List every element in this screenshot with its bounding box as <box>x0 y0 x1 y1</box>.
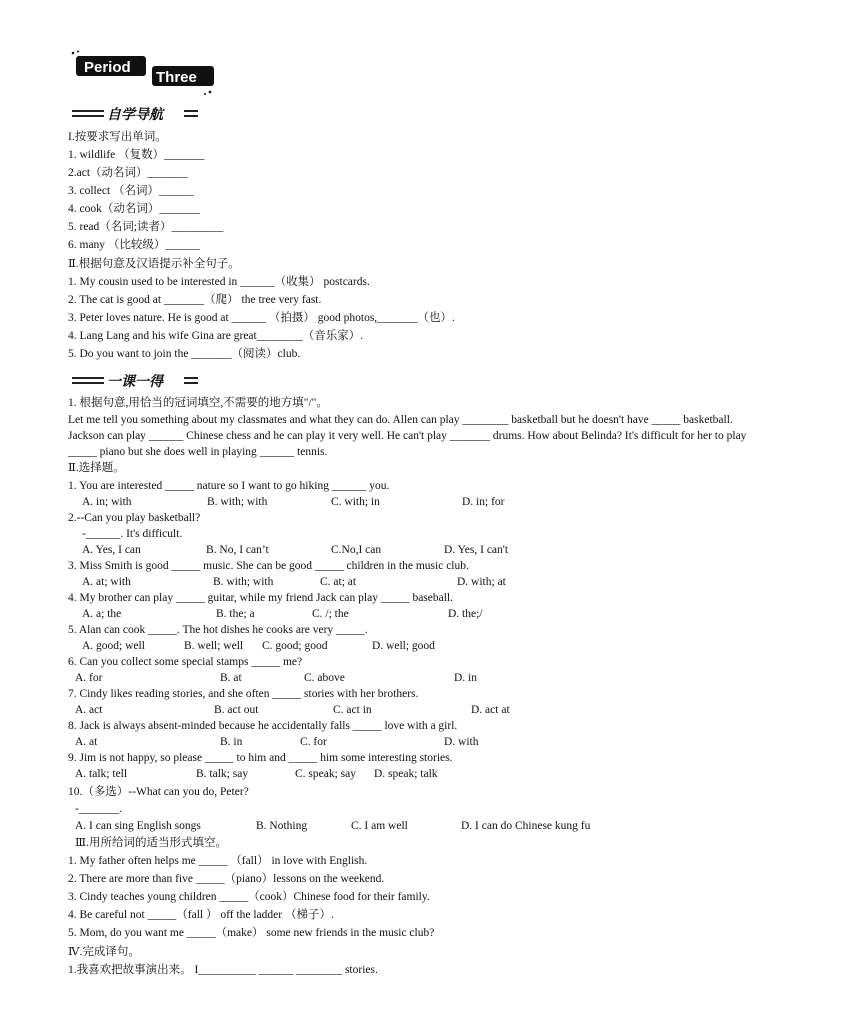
question: 10.（多选）--What can you do, Peter? <box>68 786 249 798</box>
option: D. Yes, I can't <box>444 544 509 556</box>
banner-lesson-text: 一课一得 <box>107 375 163 390</box>
option: D. in; for <box>462 496 505 508</box>
option: D. well; good <box>372 640 435 652</box>
section4-title: Ⅱ.选择题。 <box>68 462 125 474</box>
option: B. Nothing <box>256 820 308 832</box>
option: B. with; with <box>213 576 274 588</box>
list-item: 4. Be careful not _____（fall ） off the ladder （梯子）. <box>68 909 334 921</box>
list-item: 6. many （比较级）______ <box>68 239 200 251</box>
option: D. speak; talk <box>374 768 438 780</box>
option: D. act at <box>471 704 510 716</box>
question: 2.--Can you play basketball? <box>68 512 201 524</box>
section2-title: Ⅱ.根据句意及汉语提示补全句子。 <box>68 258 240 270</box>
option: B. No, I can’t <box>206 544 269 556</box>
option: A. at; with <box>82 576 131 588</box>
option: C. above <box>304 672 345 684</box>
option: B. well; well <box>184 640 244 652</box>
question: 5. Alan can cook _____. The hot dishes he cooks are very _____. <box>68 624 368 636</box>
logo-word1: Period <box>84 59 131 76</box>
list-item: 4. cook（动名词）_______ <box>68 203 200 215</box>
option: D. in <box>454 672 477 684</box>
list-item: 5. read（名词;读者）_________ <box>68 221 224 233</box>
list-item: 4. Lang Lang and his wife Gina are great________（音乐家）. <box>68 330 364 342</box>
question: 3. Miss Smith is good _____ music. She can be good _____ children in the music club. <box>68 560 469 572</box>
question: 9. Jim is not happy, so please _____ to him and _____ him some interesting stories. <box>68 752 453 764</box>
list-item: 2.act（动名词）_______ <box>68 167 188 179</box>
list-item: 5. Do you want to join the _______（阅读）club. <box>68 348 301 360</box>
option: B. talk; say <box>196 768 249 780</box>
option: B. at <box>220 672 242 684</box>
list-item: 1. wildlife （复数）_______ <box>68 149 205 161</box>
list-item: 1. My father often helps me _____ （fall） in love with English. <box>68 855 368 867</box>
section1-title: I.按要求写出单词。 <box>68 131 167 143</box>
section6-title: Ⅳ.完成译句。 <box>68 946 140 958</box>
option: A. good; well <box>82 640 145 652</box>
option: C.No,I can <box>331 544 382 556</box>
option: C. speak; say <box>295 768 357 780</box>
option: C. at; at <box>320 576 357 588</box>
option: D. I can do Chinese kung fu <box>461 820 591 832</box>
period-three-logo <box>70 50 220 100</box>
list-item: 3. collect （名词）______ <box>68 185 194 197</box>
option: B. the; a <box>216 608 255 620</box>
question: 8. Jack is always absent-minded because he accidentally falls _____ love with a girl. <box>68 720 458 732</box>
list-item: 3. Cindy teaches young children _____（cook）Chinese food for their family. <box>68 891 430 903</box>
option: C. for <box>300 736 327 748</box>
option: D. with; at <box>457 576 506 588</box>
question-line: -______. It's difficult. <box>82 528 183 540</box>
option: A. talk; tell <box>75 768 128 780</box>
banner-self-study-text: 自学导航 <box>107 108 163 123</box>
list-item: 1.我喜欢把故事演出来。 I__________ ______ ________ stories. <box>68 964 378 976</box>
list-item: 2. There are more than five _____（piano）lessons on the weekend. <box>68 873 385 885</box>
option: A. I can sing English songs <box>75 820 201 832</box>
option: A. a; the <box>82 608 122 620</box>
option: D. with <box>444 736 479 748</box>
option: A. act <box>75 704 103 716</box>
option: A. for <box>75 672 103 684</box>
question-line: -_______. <box>75 803 122 815</box>
cloze-paragraph: Let me tell you something about my classmates and what they can do. Allen can play ________ basketball but he doesn't have _____ basketball. Jackson can play ______ Chinese chess and he can play it very well. He can't play _______ drums. How about Belinda? It's difficult for her to play _____ piano but she does well in playing ______ tennis. <box>68 414 747 458</box>
option: B. act out <box>214 704 259 716</box>
option: A. at <box>75 736 98 748</box>
option: D. the;/ <box>448 608 483 620</box>
option: C. act in <box>333 704 372 716</box>
option: C. /; the <box>312 608 349 620</box>
question: 1. You are interested _____ nature so I want to go hiking ______ you. <box>68 480 390 492</box>
option: C. I am well <box>351 820 408 832</box>
section3-title: 1. 根据句意,用恰当的冠词填空,不需要的地方填"/"。 <box>68 397 328 409</box>
option: C. with; in <box>331 496 380 508</box>
logo-word2: Three <box>156 69 197 86</box>
list-item: 2. The cat is good at _______（爬） the tree very fast. <box>68 294 322 306</box>
section5-title: Ⅲ.用所给词的适当形式填空。 <box>75 837 227 849</box>
option: B. with; with <box>207 496 268 508</box>
question: 4. My brother can play _____ guitar, while my friend Jack can play _____ baseball. <box>68 592 454 604</box>
list-item: 3. Peter loves nature. He is good at ______ （拍摄） good photos,_______（也）. <box>68 312 455 324</box>
option: A. Yes, I can <box>82 544 141 556</box>
list-item: 1. My cousin used to be interested in ______（收集） postcards. <box>68 276 370 288</box>
list-item: 5. Mom, do you want me _____（make） some new friends in the music club? <box>68 927 435 939</box>
question: 6. Can you collect some special stamps _____ me? <box>68 656 303 668</box>
option: A. in; with <box>82 496 132 508</box>
question: 7. Cindy likes reading stories, and she often _____ stories with her brothers. <box>68 688 419 700</box>
option: B. in <box>220 736 243 748</box>
option: C. good; good <box>262 640 328 652</box>
